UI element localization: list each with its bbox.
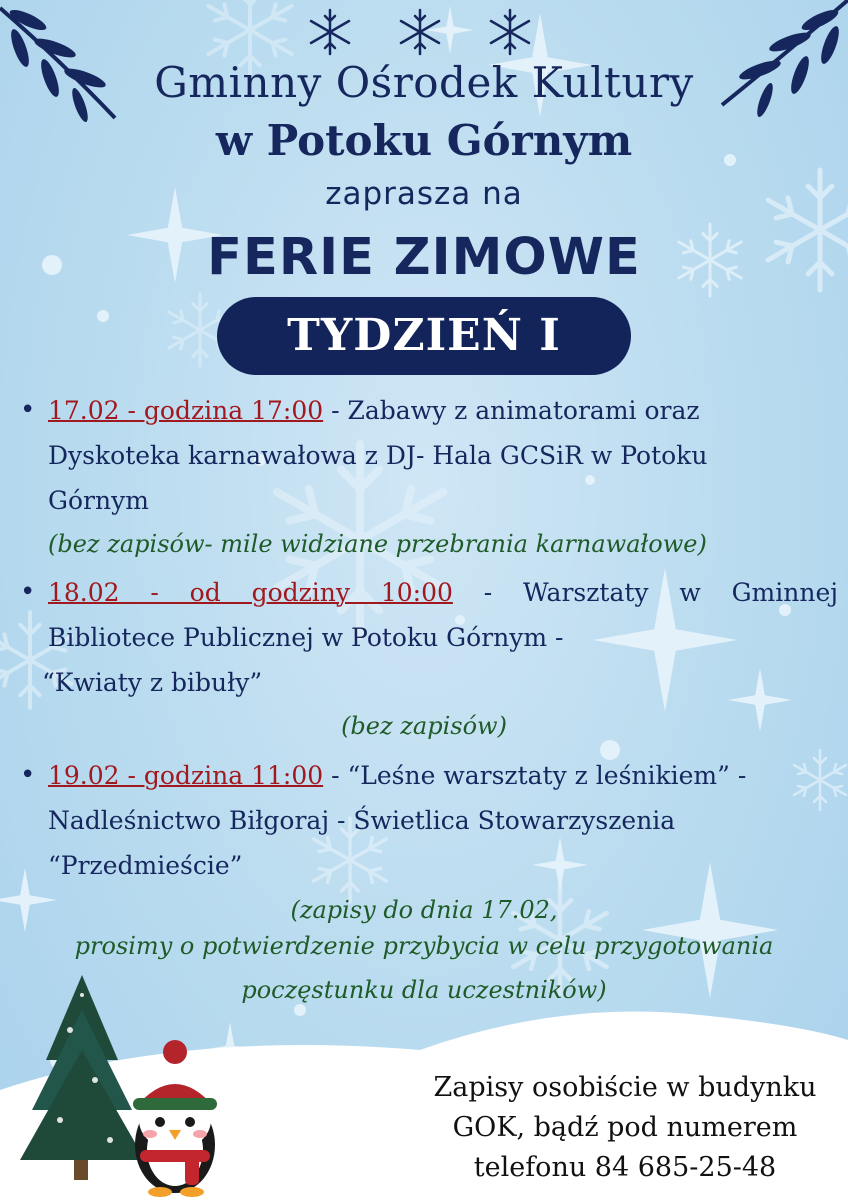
event-note: (zapisy do dnia 17.02, xyxy=(290,896,558,924)
organization-name: Gminny Ośrodek Kultury xyxy=(154,58,694,107)
event-line: “Kwiaty z bibuły” xyxy=(42,668,263,697)
invite-text: zaprasza na xyxy=(325,176,523,212)
event-title: FERIE ZIMOWE xyxy=(207,228,641,287)
bullet-icon: • xyxy=(20,577,36,607)
event-text: - Zabawy z animatorami oraz xyxy=(323,396,700,425)
bullet-icon: • xyxy=(20,760,36,790)
bullet-icon: • xyxy=(20,395,36,425)
event-text: - “Leśne warsztaty z leśnikiem” - xyxy=(323,761,747,790)
event-note: (bez zapisów- mile widziane przebrania karnawałowe) xyxy=(48,530,707,558)
event-item-3 xyxy=(20,753,838,888)
event-note: poczęstunku dla uczestników) xyxy=(241,976,607,1004)
event-item-2 xyxy=(20,570,838,705)
week-badge xyxy=(217,297,631,375)
event-line: Bibliotece Publicznej w Potoku Górnym - xyxy=(48,623,564,652)
event-line xyxy=(48,570,838,615)
footer-line: GOK, bądź pod numerem xyxy=(452,1112,798,1143)
week-label: TYDZIEŃ I xyxy=(287,310,561,361)
event-line xyxy=(48,388,838,433)
event-item-1 xyxy=(20,388,838,523)
event-date: 18.02 - od godziny 10:00 xyxy=(48,578,453,607)
event-date: 19.02 - godzina 11:00 xyxy=(48,761,324,790)
event-line: Dyskoteka karnawałowa z DJ- Hala GCSiR w Potoku xyxy=(48,441,708,470)
event-note: (bez zapisów) xyxy=(341,712,507,740)
footer-line: Zapisy osobiście w budynku xyxy=(433,1072,817,1103)
event-line: “Przedmieście” xyxy=(48,851,243,880)
organization-location: w Potoku Górnym xyxy=(215,116,633,165)
event-line xyxy=(48,753,838,798)
event-note: prosimy o potwierdzenie przybycia w celu przygotowania xyxy=(74,932,774,960)
event-date: 17.02 - godzina 17:00 xyxy=(48,396,324,425)
footer-line: telefonu 84 685-25-48 xyxy=(473,1152,777,1183)
event-line: Nadleśnictwo Biłgoraj - Świetlica Stowarzyszenia xyxy=(48,806,676,835)
event-text: - Warsztaty w Gminnej xyxy=(452,578,838,607)
event-line: Górnym xyxy=(48,486,149,515)
registration-info xyxy=(410,1068,840,1188)
